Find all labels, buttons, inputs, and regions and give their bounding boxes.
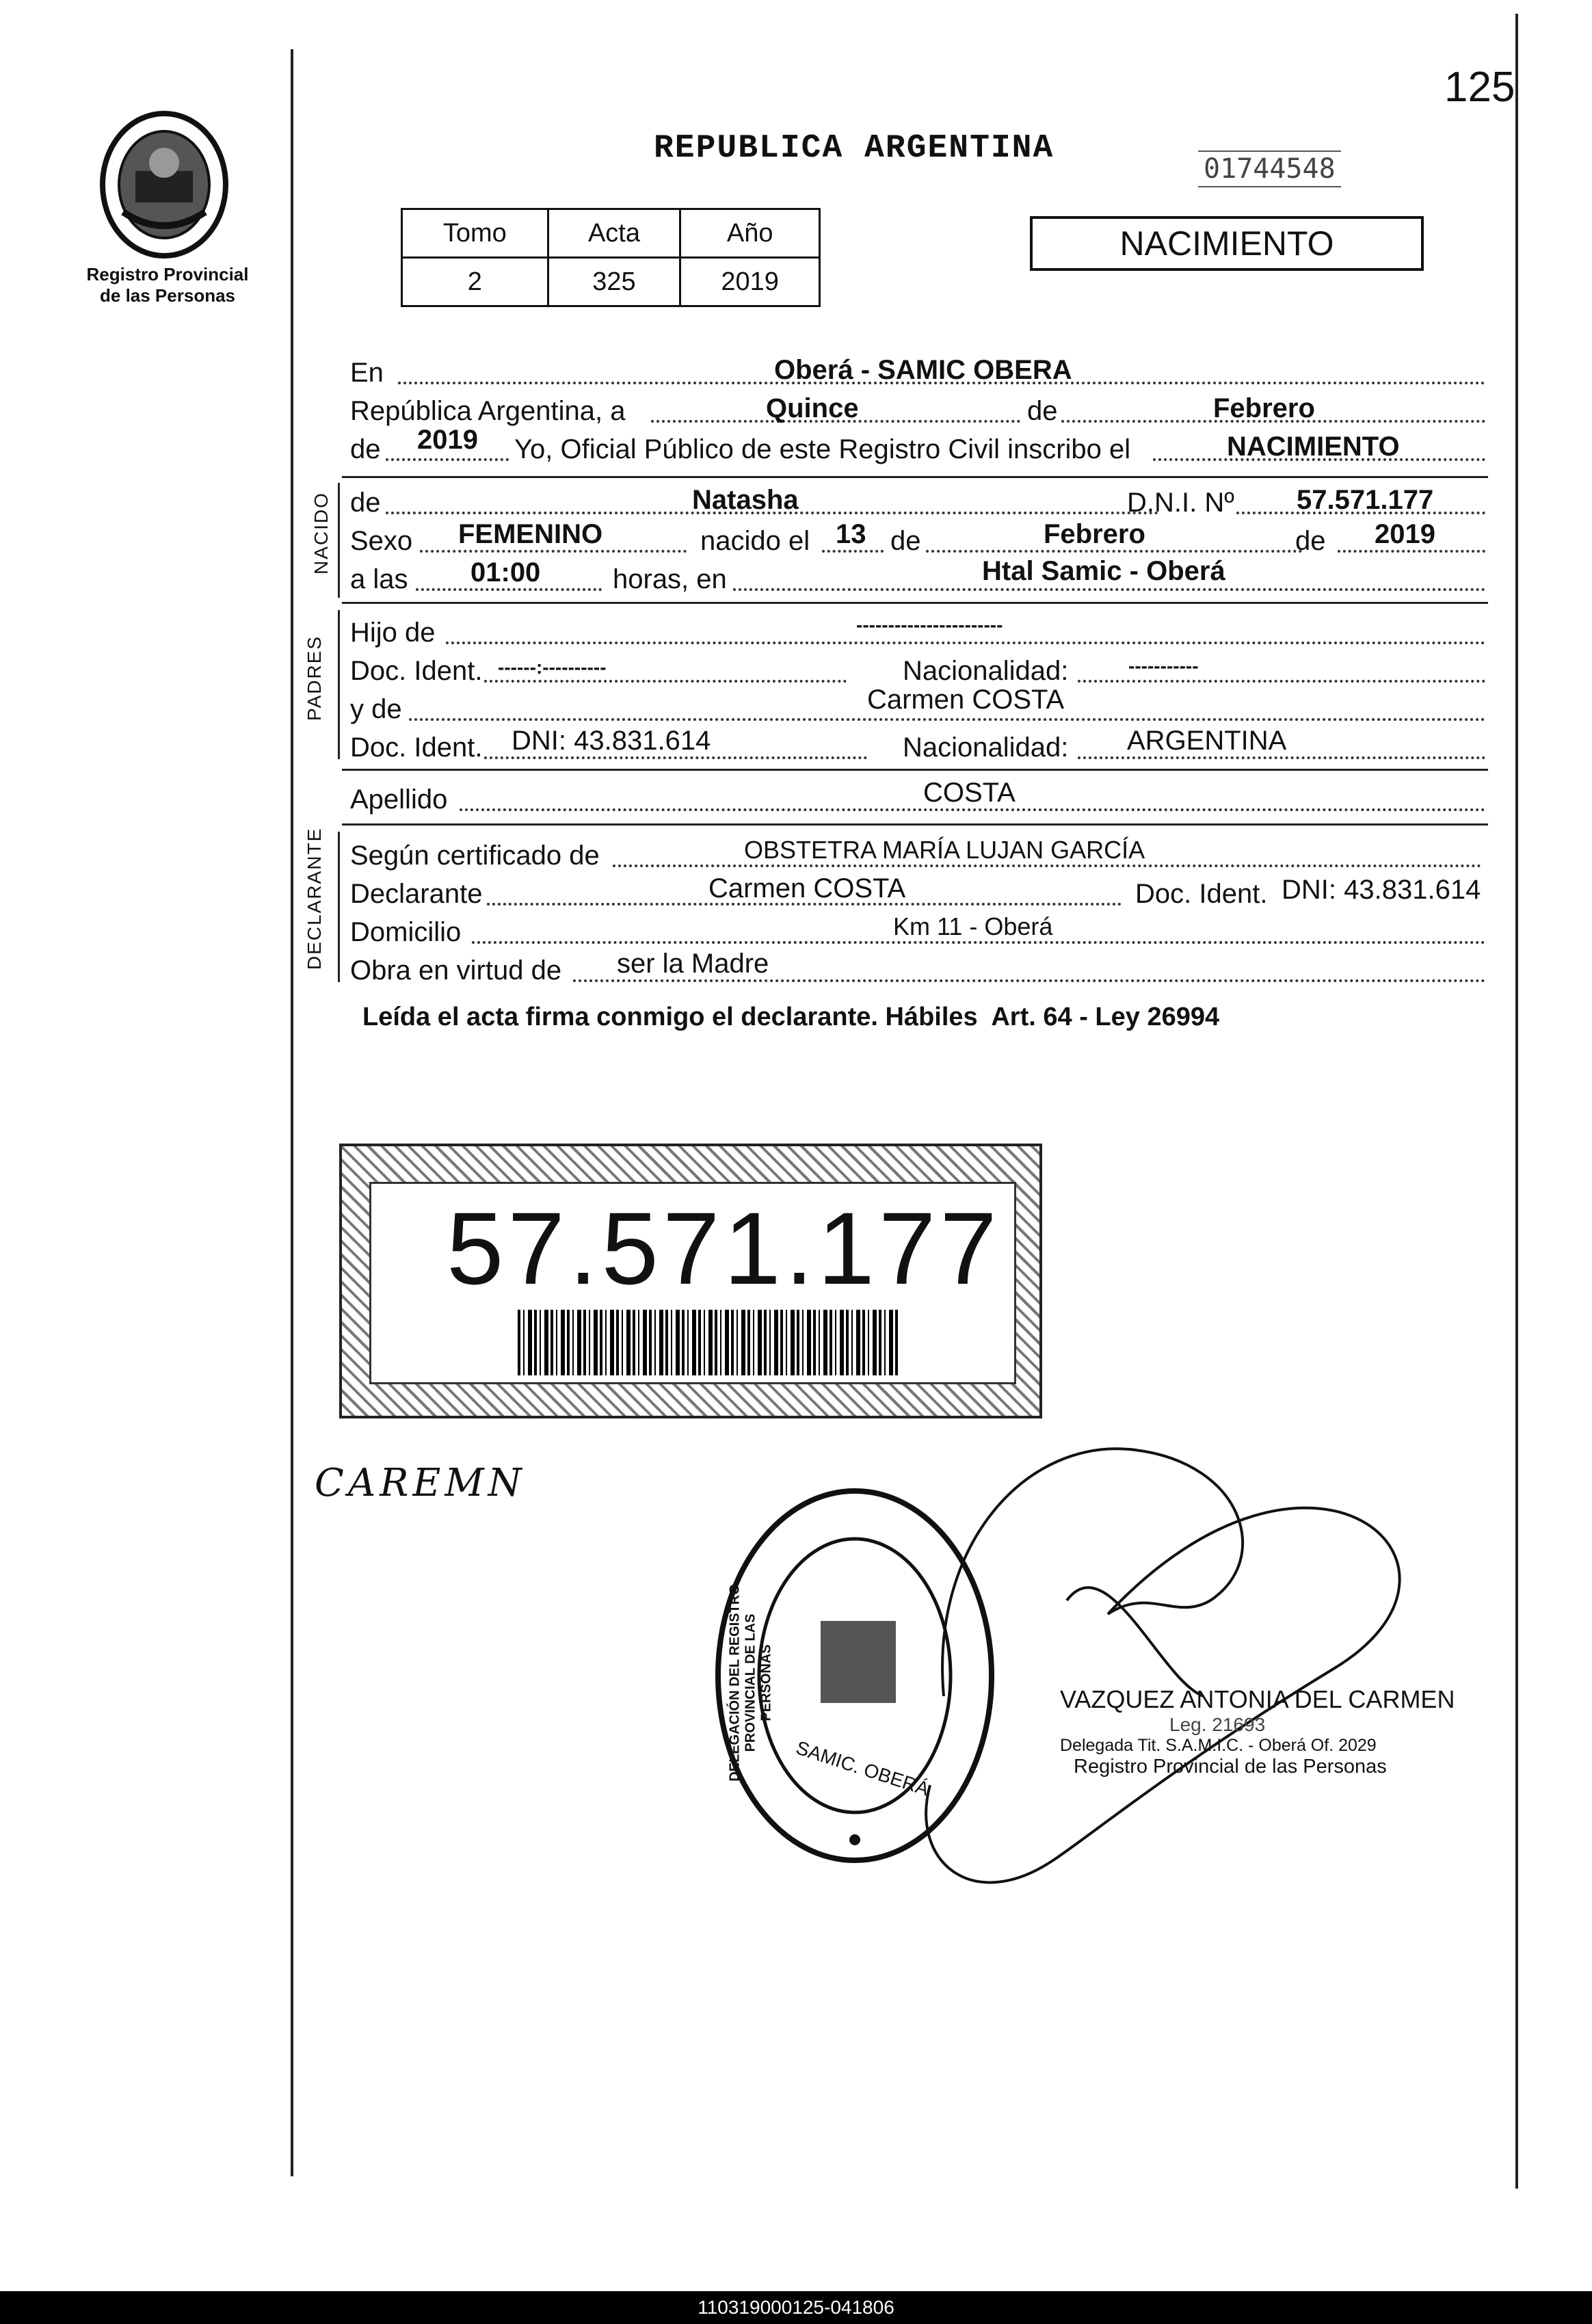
section-bar-nacido	[338, 483, 340, 598]
label-apellido: Apellido	[350, 784, 448, 815]
label-sexo: Sexo	[350, 526, 413, 556]
dots	[472, 941, 1485, 944]
barcode	[518, 1310, 898, 1375]
label-republica: República Argentina, a	[350, 396, 626, 426]
row-mother	[350, 685, 1485, 728]
header-anio: Año	[680, 209, 820, 258]
header-acta: Acta	[548, 209, 680, 258]
left-margin-line	[291, 49, 293, 2176]
dots	[484, 756, 867, 759]
official-office: Registro Provincial de las Personas	[1074, 1756, 1387, 1778]
row-surname	[350, 780, 1485, 818]
section-rule	[342, 823, 1488, 826]
value-anio: 2019	[680, 258, 820, 306]
row-born-name	[350, 483, 1485, 521]
row-address	[350, 912, 1485, 951]
section-label-nacido: NACIDO	[310, 492, 332, 575]
value-acta: 325	[548, 258, 680, 306]
dots	[822, 550, 884, 553]
value-certificate: OBSTETRA MARÍA LUJAN GARCÍA	[744, 836, 1145, 864]
label-obra-en-virtud: Obra en virtud de	[350, 955, 562, 986]
serial-number: 01744548	[1198, 150, 1341, 187]
section-rule	[342, 476, 1488, 478]
label-de2: de	[890, 526, 921, 556]
dots	[460, 808, 1485, 811]
section-label-declarante: DECLARANTE	[304, 827, 325, 970]
label-declarante: Declarante	[350, 879, 483, 909]
label-born-de: de	[350, 488, 381, 518]
dots	[409, 718, 1485, 721]
row-father	[350, 613, 1485, 651]
row-declarant	[350, 874, 1485, 912]
row-certificate	[350, 836, 1485, 874]
page-number: 125	[1444, 64, 1515, 111]
dots	[613, 864, 1481, 867]
value-father-doc: ------:----------	[498, 657, 607, 678]
section-bar-padres	[338, 610, 340, 759]
value-declarant-doc: DNI: 43.831.614	[1282, 875, 1481, 905]
label-mother-nationality: Nacionalidad:	[903, 732, 1069, 763]
dots	[446, 642, 1485, 644]
right-margin-line	[1515, 14, 1518, 2189]
section-bar-declarante	[338, 832, 340, 982]
value-surname: COSTA	[923, 778, 1016, 808]
province-seal	[96, 109, 233, 260]
dots	[386, 458, 509, 461]
dots	[1338, 550, 1485, 553]
handwritten-name: CAREMN	[315, 1461, 526, 1505]
row-republica	[350, 391, 1485, 430]
label-father-nationality: Nacionalidad:	[903, 656, 1069, 686]
official-stamp	[711, 1484, 998, 1867]
value-mother-nationality: ARGENTINA	[1127, 726, 1287, 756]
row-born-time	[350, 556, 1485, 598]
label-y-de: y de	[350, 694, 402, 724]
label-hijo-de: Hijo de	[350, 618, 436, 648]
label-father-doc: Doc. Ident.	[350, 656, 483, 686]
row-year	[350, 425, 1485, 468]
row-reason	[350, 951, 1485, 989]
value-day: Quince	[766, 393, 859, 423]
value-time: 01:00	[470, 557, 541, 587]
dots	[926, 550, 1302, 553]
value-born-name: Natasha	[692, 485, 799, 515]
value-birth-month: Febrero	[1044, 519, 1145, 549]
row-born-sex	[350, 521, 1485, 559]
record-table	[401, 208, 821, 307]
label-year-de: de	[350, 434, 381, 464]
province-seal-icon	[96, 109, 233, 260]
value-mother-doc: DNI: 43.831.614	[512, 726, 711, 756]
country-title: REPUBLICA ARGENTINA	[654, 130, 1054, 167]
label-domicilio: Domicilio	[350, 917, 462, 947]
value-father-nationality: -----------	[1128, 655, 1199, 676]
value-month: Febrero	[1213, 393, 1315, 423]
oficial-text: Yo, Oficial Público de este Registro Civil inscribo el	[514, 434, 1131, 464]
label-de3: de	[1295, 526, 1326, 556]
value-act-kind: NACIMIENTO	[1227, 432, 1400, 462]
value-born-dni: 57.571.177	[1297, 485, 1434, 515]
section-rule	[342, 769, 1488, 771]
value-born-place: Htal Samic - Oberá	[982, 556, 1225, 586]
official-position: Delegada Tit. S.A.M.I.C. - Oberá Of. 2029	[1060, 1736, 1377, 1755]
value-birth-day: 13	[836, 519, 866, 549]
value-mother-name: Carmen COSTA	[867, 685, 1065, 715]
dots	[416, 588, 602, 591]
label-alas: a las	[350, 564, 408, 594]
dots	[484, 680, 847, 683]
official-name: VAZQUEZ ANTONIA DEL CARMEN	[1060, 1685, 1455, 1713]
registry-name-line2: de las Personas	[100, 285, 235, 306]
label-declarant-doc: Doc. Ident.	[1135, 879, 1268, 909]
label-en: En	[350, 358, 384, 388]
section-rule	[342, 602, 1488, 604]
official-signature-block	[1060, 1685, 1498, 1778]
dots	[1078, 756, 1485, 759]
stamp-inner-text: SAMIC. OBERÁ	[793, 1737, 932, 1800]
dots	[420, 550, 687, 553]
official-legajo: Leg. 21693	[1169, 1714, 1266, 1735]
registry-name-line1: Registro Provincial	[86, 264, 249, 285]
dni-sticker-number: 57.571.177	[447, 1191, 1001, 1306]
row-father-doc	[350, 651, 1485, 689]
label-horas: horas, en	[613, 564, 727, 594]
value-year: 2019	[417, 425, 478, 455]
value-declarant-name: Carmen COSTA	[708, 873, 906, 903]
dots	[733, 588, 1485, 591]
dots	[1078, 680, 1485, 683]
act-type-box: NACIMIENTO	[1030, 216, 1424, 271]
legal-text: Leída el acta firma conmigo el declarante. Hábiles Art. 64 - Ley 26994	[362, 1003, 1220, 1031]
stamp-ring-text: DELEGACIÓN DEL REGISTRO PROVINCIAL DE LAS PERSONAS	[727, 1584, 774, 1782]
label-mother-doc: Doc. Ident.	[350, 732, 483, 763]
value-sex: FEMENINO	[458, 519, 603, 549]
value-birth-year: 2019	[1375, 519, 1435, 549]
section-label-padres: PADRES	[304, 635, 325, 721]
value-reason: ser la Madre	[617, 949, 769, 979]
label-segun-certificado: Según certificado de	[350, 841, 600, 871]
row-en	[350, 353, 1485, 391]
footer-code: 110319000125-041806	[0, 2291, 1592, 2324]
label-dni: D.N.I. Nº	[1127, 488, 1234, 518]
registry-name	[68, 264, 267, 306]
dots	[573, 979, 1485, 982]
value-tomo: 2	[402, 258, 548, 306]
label-de: de	[1027, 396, 1058, 426]
label-nacido-el: nacido el	[700, 526, 810, 556]
value-father-name: -----------------------	[856, 614, 1003, 635]
value-address: Km 11 - Oberá	[893, 912, 1053, 940]
header-tomo: Tomo	[402, 209, 548, 258]
row-mother-doc	[350, 728, 1485, 766]
value-place: Oberá - SAMIC OBERA	[774, 355, 1072, 385]
